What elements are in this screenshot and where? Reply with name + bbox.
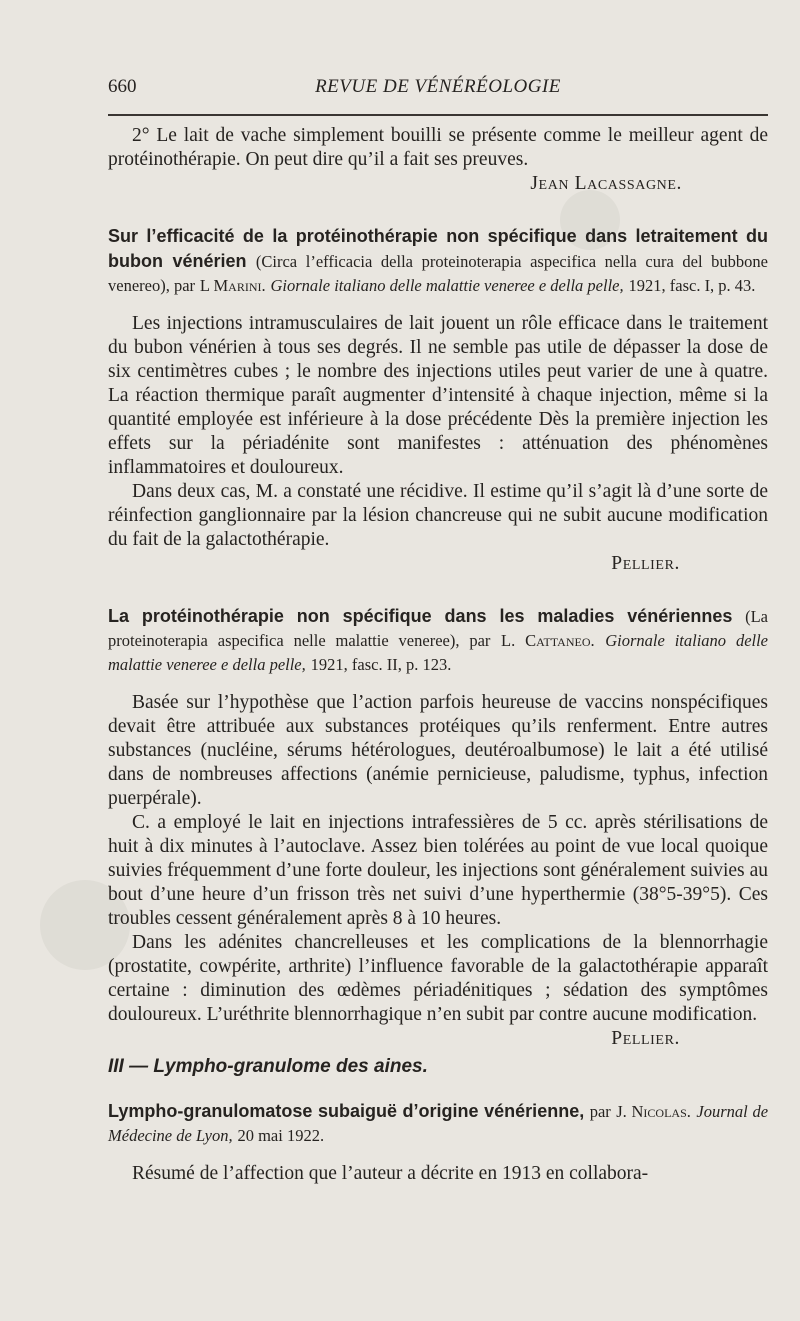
article-1-heading [108,224,768,298]
header-rule [108,114,768,116]
signature-pellier-2: Pellier. [611,1028,680,1049]
journal-title: REVUE DE VÉNÉRÉOLOGIE [315,76,561,97]
article-3-heading [108,1099,768,1148]
article-1-title-rest: (Circa l’efficacia della proteinoterapia aspecifica nella cura del bubbone venereo), par [108,252,768,295]
article-1-paragraph-1: Les injections intramusculaires de lait jouent un rôle efficace dans le traitement du bubon vénérien à tous ses degrés. Il ne semble pas utile de dépasser la dose de six centimètres cubes ; le nombre des injections utiles peut varier de une à quatre. La réaction thermique paraît augmenter d’intensité à chaque injection, même si la quantité employée est inférieure à la dose précédente Dès la première injection les effets sur la périadénite sont manifestes : atténuation des phénomènes inflammatoires et douloureux. [108,313,768,478]
intro-paragraph: 2° Le lait de vache simplement bouilli se présente comme le meilleur agent de protéinothérapie. On peut dire qu’il a fait ses preuves. [108,125,768,170]
running-header [108,76,768,102]
page-number: 660 [108,76,137,97]
article-3-paragraph-1: Résumé de l’affection que l’auteur a décrite en 1913 en collabora- [132,1163,649,1184]
article-2-heading [108,604,768,677]
article-2-title-rest: (La proteinoterapia aspecifica nelle malattie veneree), par [108,607,769,650]
article-2-title: La protéinothérapie non spécifique dans les maladies vénériennes [108,606,733,626]
spacer [108,298,768,312]
article-1-source-rest: 1921, fasc. I, p. 43. [628,276,756,295]
signature-pellier-1: Pellier. [611,553,680,574]
spacer [108,1148,768,1162]
article-3-source-rest: 20 mai 1922. [237,1126,325,1145]
article-3-title-rest: par [589,1102,611,1121]
article-1-source: Giornale italiano delle malattie veneree e della pelle, [270,276,624,295]
page-body [108,124,768,1186]
article-2-source-rest: 1921, fasc. II, p. 123. [310,655,452,674]
article-1-author: L Marini. [199,276,266,295]
article-1-paragraph-2: Dans deux cas, M. a constaté une récidive. Il estime qu’il s’agit là d’une sorte de réinfection ganglionnaire par la lésion chancreuse qui ne subit aucune modification du fait de la galactothérapie. [108,481,768,550]
article-2-paragraph-3: Dans les adénites chancrelleuses et les complications de la blennorrhagie (prostatite, cowpérite, arthrite) l’influence favorable de la galactothérapie apparaît certaine : diminution des œdèmes périadénitiques ; sédation des symptômes douloureux. L’uréthrite blennorrhagique n’en subit par contre aucune modification. [108,932,768,1025]
signature-lacassagne: Jean Lacassagne. [530,173,682,194]
article-3-source: Journal de Médecine de Lyon, [108,1102,769,1145]
section-3-title: III — Lympho-granulome des aines. [108,1056,428,1077]
article-2-paragraph-1: Basée sur l’hypothèse que l’action parfois heureuse de vaccins nonspécifiques devait être attribuée aux substances protéiques qu’ils renferment. Entre autres substances (nucléine, sérums hétérologues, deutéroalbumose) le lait a été utilisé dans de nombreuses affections (anémie pernicieuse, paludisme, typhus, infection puerpérale). [108,692,768,809]
spacer [108,677,768,691]
article-3-title: Lympho-granulomatose subaiguë d’origine vénérienne, [108,1101,585,1121]
article-2-paragraph-2: C. a employé le lait en injections intrafessières de 5 cc. après stérilisations de huit à dix minutes à l’autoclave. Assez bien tolérées au point de vue local quoique suivies fréquemment d’une forte douleur, les injections sont généralement suivies au bout d’une heure d’un frisson très net suivi d’une hyperthermie (38°5-39°5). Ces troubles cessent généralement après 8 à 10 heures. [108,812,768,929]
article-2-author: L. Cattaneo. [501,631,595,650]
article-1-title: Sur l’efficacité de la protéinothérapie non spécifique dans letraitement du bubon vénérien [108,226,768,271]
article-3-author: J. Nicolas. [616,1102,691,1121]
article-2-source: Giornale italiano delle malattie veneree e della pelle, [108,631,769,674]
